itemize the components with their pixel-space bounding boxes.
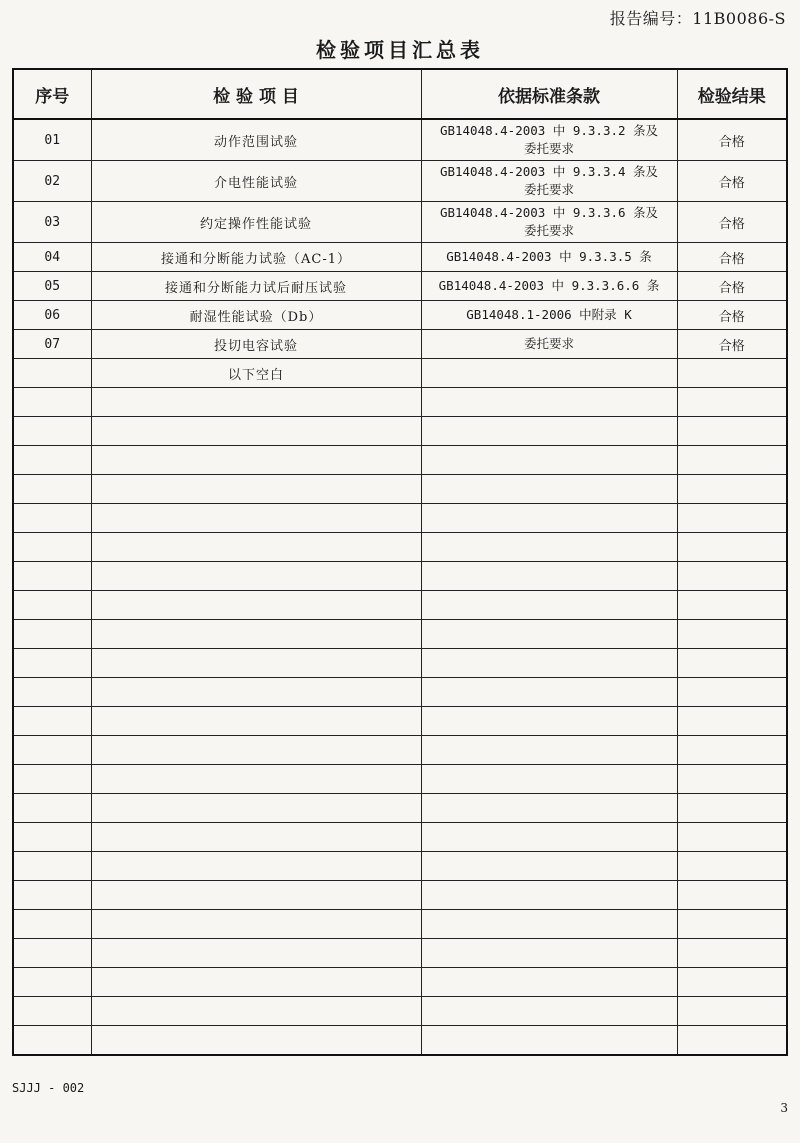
blank-cell xyxy=(13,475,91,504)
blank-cell xyxy=(91,823,421,852)
blank-cell xyxy=(421,475,677,504)
blank-row xyxy=(13,649,787,678)
row-standard: GB14048.1-2006 中附录 K xyxy=(421,301,677,330)
table-row xyxy=(13,202,787,243)
row-item: 动作范围试验 xyxy=(91,119,421,161)
blank-cell xyxy=(91,533,421,562)
column-header-item: 检 验 项 目 xyxy=(91,69,421,119)
blank-cell xyxy=(677,823,787,852)
row-no: 04 xyxy=(13,243,91,272)
table-row xyxy=(13,301,787,330)
table-row-end-note xyxy=(13,359,787,388)
row-item: 介电性能试验 xyxy=(91,161,421,202)
blank-row xyxy=(13,794,787,823)
blank-cell xyxy=(677,910,787,939)
blank-row xyxy=(13,591,787,620)
blank-cell xyxy=(421,852,677,881)
row-standard xyxy=(421,119,677,161)
blank-cell xyxy=(91,649,421,678)
table-header-row xyxy=(13,69,787,119)
page-number: 3 xyxy=(780,1101,788,1115)
standard-line: GB14048.4-2003 中 9.3.3.4 条及 xyxy=(439,164,659,179)
blank-row xyxy=(13,910,787,939)
row-no: 02 xyxy=(13,161,91,202)
report-number: 报告编号：11B0086-S xyxy=(609,9,786,28)
blank-cell xyxy=(91,852,421,881)
row-no: 07 xyxy=(13,330,91,359)
blank-cell xyxy=(677,475,787,504)
blank-cell xyxy=(677,881,787,910)
blank-cell xyxy=(91,736,421,765)
blank-cell xyxy=(677,562,787,591)
blank-cell xyxy=(91,475,421,504)
blank-cell xyxy=(91,881,421,910)
blank-row xyxy=(13,533,787,562)
blank-cell xyxy=(13,649,91,678)
blank-cell xyxy=(13,446,91,475)
blank-cell xyxy=(677,591,787,620)
blank-cell xyxy=(91,997,421,1026)
row-result: 合格 xyxy=(677,202,787,243)
blank-cell xyxy=(421,649,677,678)
blank-cell xyxy=(421,997,677,1026)
blank-row xyxy=(13,475,787,504)
row-standard xyxy=(421,202,677,243)
row-no: 05 xyxy=(13,272,91,301)
blank-cell xyxy=(91,678,421,707)
row-item: 接通和分断能力试验（AC-1） xyxy=(91,243,421,272)
column-header-no: 序号 xyxy=(13,69,91,119)
blank-cell xyxy=(13,968,91,997)
blank-cell xyxy=(421,765,677,794)
blank-cell xyxy=(677,736,787,765)
row-standard: GB14048.4-2003 中 9.3.3.5 条 xyxy=(421,243,677,272)
column-header-result: 检验结果 xyxy=(677,69,787,119)
blank-cell xyxy=(13,417,91,446)
blank-cell xyxy=(421,939,677,968)
blank-row xyxy=(13,968,787,997)
blank-row xyxy=(13,678,787,707)
blank-cell xyxy=(13,997,91,1026)
blank-cell xyxy=(421,823,677,852)
row-standard xyxy=(421,161,677,202)
table-row xyxy=(13,119,787,161)
blank-cell xyxy=(421,446,677,475)
row-item: 接通和分断能力试后耐压试验 xyxy=(91,272,421,301)
row-item: 投切电容试验 xyxy=(91,330,421,359)
blank-cell xyxy=(13,823,91,852)
blank-cell xyxy=(677,388,787,417)
blank-cell xyxy=(13,620,91,649)
row-standard: GB14048.4-2003 中 9.3.3.6.6 条 xyxy=(421,272,677,301)
blank-cell xyxy=(13,765,91,794)
blank-cell xyxy=(677,533,787,562)
blank-cell xyxy=(677,852,787,881)
blank-cell xyxy=(91,388,421,417)
blank-cell xyxy=(421,388,677,417)
blank-row xyxy=(13,388,787,417)
blank-cell xyxy=(91,591,421,620)
blank-cell xyxy=(421,533,677,562)
blank-cell xyxy=(421,736,677,765)
blank-cell xyxy=(91,417,421,446)
blank-row xyxy=(13,620,787,649)
blank-row xyxy=(13,997,787,1026)
blank-cell xyxy=(91,620,421,649)
blank-cell xyxy=(13,852,91,881)
blank-cell xyxy=(421,504,677,533)
blank-cell xyxy=(421,417,677,446)
row-standard: 委托要求 xyxy=(421,330,677,359)
blank-row xyxy=(13,765,787,794)
blank-cell xyxy=(13,388,91,417)
blank-cell xyxy=(677,417,787,446)
row-no: 06 xyxy=(13,301,91,330)
blank-cell xyxy=(13,591,91,620)
blank-cell xyxy=(421,1026,677,1056)
blank-row xyxy=(13,1026,787,1056)
column-header-standard: 依据标准条款 xyxy=(421,69,677,119)
blank-cell xyxy=(677,504,787,533)
blank-cell xyxy=(13,794,91,823)
row-standard xyxy=(421,359,677,388)
table-row xyxy=(13,243,787,272)
standard-line: 委托要求 xyxy=(523,182,574,197)
row-result: 合格 xyxy=(677,243,787,272)
blank-cell xyxy=(677,707,787,736)
table-row xyxy=(13,272,787,301)
blank-cell xyxy=(421,794,677,823)
blank-cell xyxy=(677,620,787,649)
blank-rows xyxy=(13,388,787,1056)
row-result xyxy=(677,359,787,388)
row-no: 01 xyxy=(13,119,91,161)
blank-cell xyxy=(91,707,421,736)
table-row xyxy=(13,161,787,202)
row-result: 合格 xyxy=(677,272,787,301)
page-title: 检验项目汇总表 xyxy=(316,38,484,62)
blank-cell xyxy=(13,939,91,968)
blank-cell xyxy=(677,765,787,794)
blank-cell xyxy=(91,794,421,823)
blank-cell xyxy=(677,794,787,823)
blank-cell xyxy=(677,997,787,1026)
blank-cell xyxy=(677,939,787,968)
blank-cell xyxy=(13,678,91,707)
blank-cell xyxy=(91,504,421,533)
standard-line: GB14048.4-2003 中 9.3.3.2 条及 xyxy=(439,123,659,138)
standard-line: GB14048.4-2003 中 9.3.3.6 条及 xyxy=(439,205,659,220)
blank-cell xyxy=(91,446,421,475)
blank-cell xyxy=(13,504,91,533)
blank-row xyxy=(13,736,787,765)
blank-cell xyxy=(13,1026,91,1056)
blank-cell xyxy=(13,533,91,562)
row-item: 耐湿性能试验（Db） xyxy=(91,301,421,330)
standard-line: 委托要求 xyxy=(523,223,574,238)
summary-table xyxy=(12,68,788,1056)
blank-cell xyxy=(421,562,677,591)
row-result: 合格 xyxy=(677,330,787,359)
blank-row xyxy=(13,881,787,910)
blank-cell xyxy=(421,910,677,939)
blank-cell xyxy=(13,562,91,591)
blank-cell xyxy=(677,1026,787,1056)
blank-cell xyxy=(91,939,421,968)
blank-cell xyxy=(91,968,421,997)
row-result: 合格 xyxy=(677,161,787,202)
blank-cell xyxy=(421,707,677,736)
blank-cell xyxy=(421,620,677,649)
blank-cell xyxy=(677,678,787,707)
row-no xyxy=(13,359,91,388)
blank-row xyxy=(13,823,787,852)
blank-cell xyxy=(91,562,421,591)
end-note: 以下空白 xyxy=(91,359,421,388)
blank-row xyxy=(13,504,787,533)
blank-cell xyxy=(421,591,677,620)
blank-cell xyxy=(13,707,91,736)
blank-cell xyxy=(421,678,677,707)
row-result: 合格 xyxy=(677,119,787,161)
blank-cell xyxy=(677,649,787,678)
blank-cell xyxy=(91,765,421,794)
blank-cell xyxy=(677,968,787,997)
blank-cell xyxy=(13,736,91,765)
blank-cell xyxy=(91,910,421,939)
form-code: SJJJ - 002 xyxy=(12,1081,85,1095)
blank-cell xyxy=(677,446,787,475)
blank-row xyxy=(13,852,787,881)
blank-row xyxy=(13,417,787,446)
blank-row xyxy=(13,446,787,475)
blank-row xyxy=(13,939,787,968)
table-row xyxy=(13,330,787,359)
blank-cell xyxy=(13,910,91,939)
row-item: 约定操作性能试验 xyxy=(91,202,421,243)
blank-cell xyxy=(421,881,677,910)
blank-row xyxy=(13,562,787,591)
blank-cell xyxy=(91,1026,421,1056)
blank-cell xyxy=(421,968,677,997)
blank-cell xyxy=(13,881,91,910)
row-result: 合格 xyxy=(677,301,787,330)
row-no: 03 xyxy=(13,202,91,243)
blank-row xyxy=(13,707,787,736)
standard-line: 委托要求 xyxy=(523,141,574,156)
